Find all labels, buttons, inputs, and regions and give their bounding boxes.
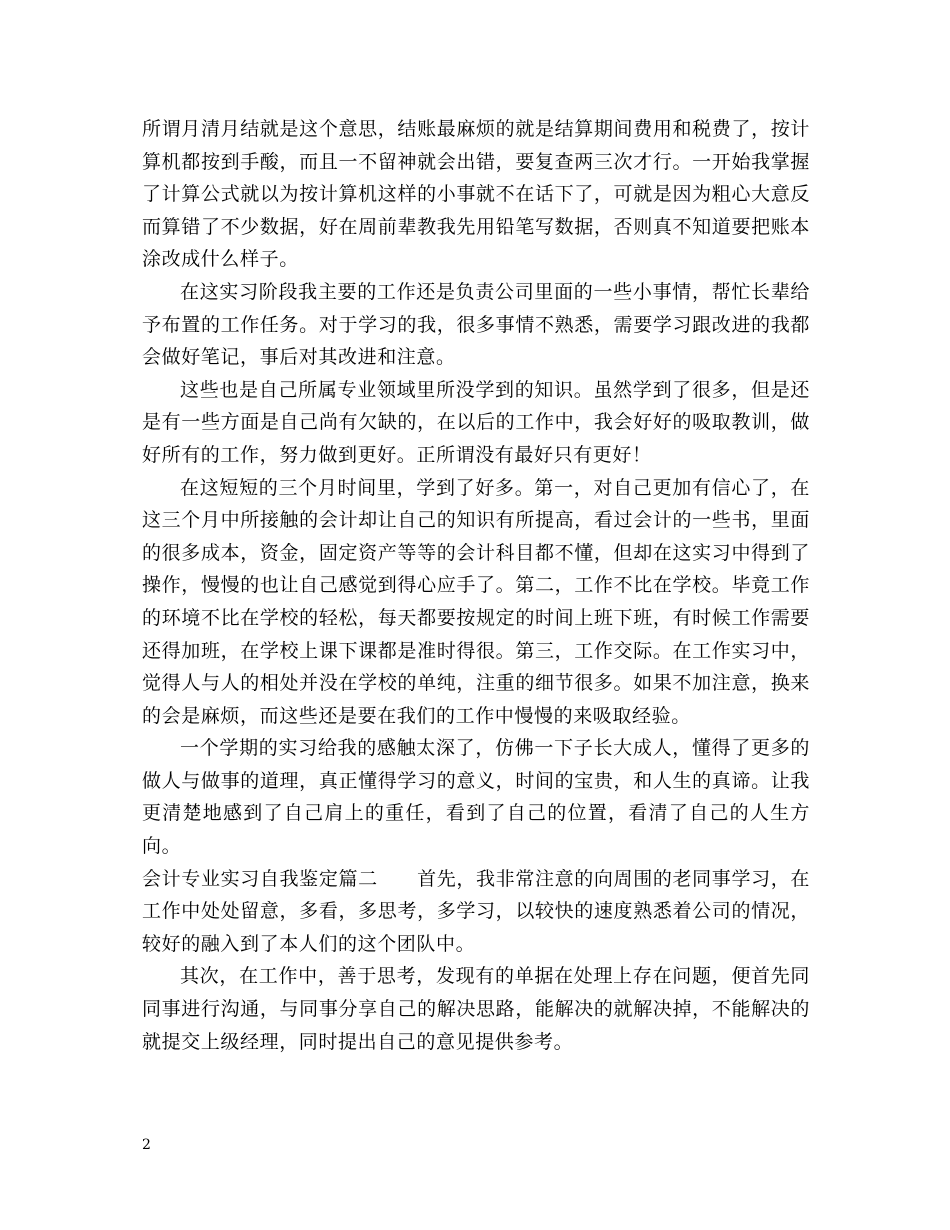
page-number: 2 [142,1137,151,1153]
paragraph-4: 在这短短的三个月时间里，学到了好多。第一，对自己更加有信心了，在这三个月中所接触的会计却让自己的知识有所提高，看过会计的一些书，里面的很多成本，资金，固定资产等等的会计科目都不懂，但却在这实习中得到了操作，慢慢的也让自己感觉到得心应手了。第二，工作不比在学校。毕竟工作的环境不比在学校的轻松，每天都要按规定的时间上班下班，有时候工作需要还得加班，在学校上课下课都是准时得很。第三，工作交际。在工作实习中，觉得人与人的相处并没在学校的单纯，注重的细节很多。如果不加注意，换来的会是麻烦，而这些还是要在我们的工作中慢慢的来吸取经验。 [142,476,810,727]
document-body [142,113,810,1058]
paragraph-1: 所谓月清月结就是这个意思，结账最麻烦的就是结算期间费用和税费了，按计算机都按到手酸，而且一不留神就会出错，要复查两三次才行。一开始我掌握了计算公式就以为按计算机这样的小事就不在话下了，可就是因为粗心大意反而算错了不少数据，好在周前辈教我先用铅笔写数据，否则真不知道要把账本涂改成什么样子。 [142,118,810,271]
paragraph-6-section-heading: 会计专业实习自我鉴定篇二 首先，我非常注意的向周围的老同事学习，在工作中处处留意，多看，多思考，多学习，以较快的速度熟悉着公司的情况，较好的融入到了本人们的这个团队中。 [142,867,810,955]
paragraph-2: 在这实习阶段我主要的工作还是负责公司里面的一些小事情，帮忙长辈给予布置的工作任务。对于学习的我，很多事情不熟悉，需要学习跟改进的我都会做好笔记，事后对其改进和注意。 [142,280,810,369]
paragraph-5: 一个学期的实习给我的感触太深了，仿佛一下子长大成人，懂得了更多的做人与做事的道理，真正懂得学习的意义，时间的宝贵，和人生的真谛。让我更清楚地感到了自己肩上的重任，看到了自己的位置，看清了自己的人生方向。 [142,737,810,858]
paragraph-3: 这些也是自己所属专业领域里所没学到的知识。虽然学到了很多，但是还是有一些方面是自己尚有欠缺的，在以后的工作中，我会好好的吸取教训，做好所有的工作，努力做到更好。正所谓没有最好只有更好！ [142,378,810,466]
paragraph-7: 其次，在工作中，善于思考，发现有的单据在处理上存在问题，便首先同同事进行沟通，与同事分享自己的解决思路，能解决的就解决掉，不能解决的就提交上级经理，同时提出自己的意见提供参考。 [142,965,810,1053]
